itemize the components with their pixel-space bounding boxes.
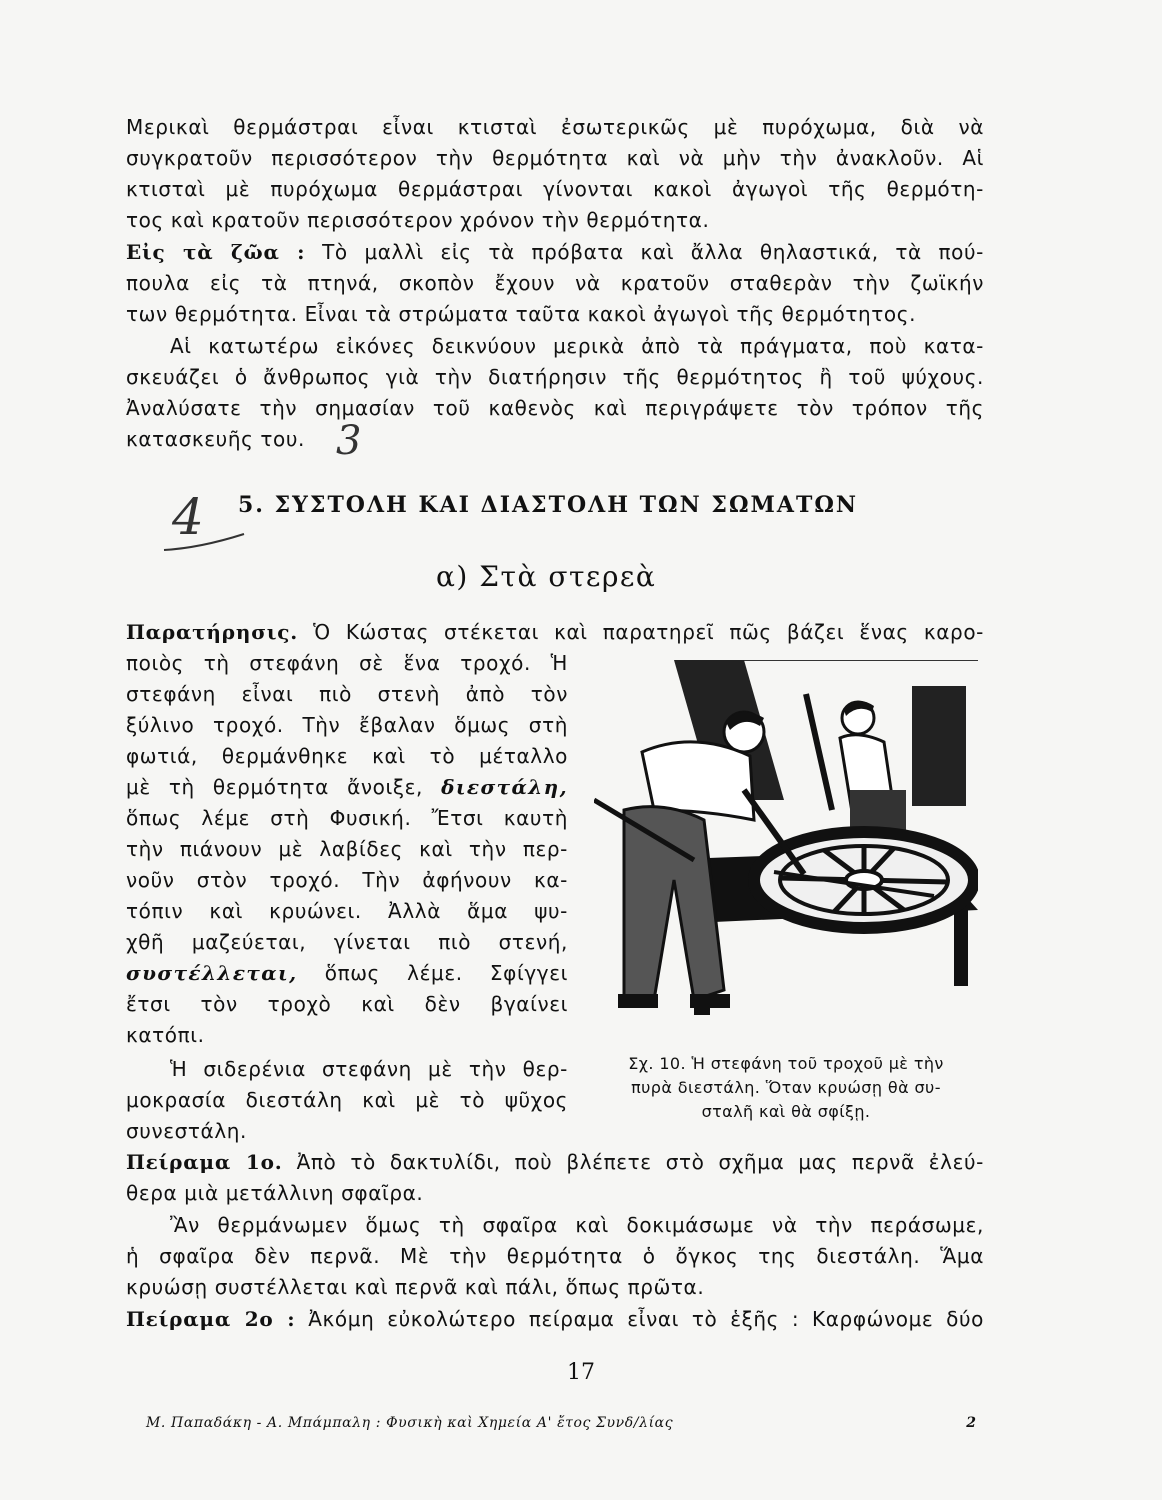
- observation-line-12: [126, 958, 568, 989]
- dilated-lead: μὲ τὴ θερμότητα ἄνοιξε,: [126, 775, 423, 799]
- intro-line-2: συγκρατοῦν περισσότερον τὴν θερμότητα καὶ νὰ μὴν τὴν ἀνακλοῦν. Αἱ: [126, 146, 984, 170]
- intro-line-1: Μερικαὶ θερμάστραι εἶναι κτισταὶ ἐσωτερικῶς μὲ πυρόχωμα, διὰ νὰ: [126, 115, 984, 139]
- observation-line-2: ποιὸς τὴ στεφάνη σὲ ἕνα τροχό. Ἡ: [126, 651, 568, 675]
- observation-line-4: ξύλινο τροχό. Τὴν ἔβαλαν ὅμως στὴ: [126, 713, 568, 737]
- footer-sheet-number: 2: [966, 1415, 976, 1431]
- caption-line-3: σταλῆ καὶ θὰ σφίξῃ.: [701, 1102, 871, 1121]
- observation-line-14: κατόπι.: [126, 1023, 205, 1047]
- observation-line-6: [126, 772, 568, 803]
- conclusion-line-2: μοκρασία διεστάλη καὶ μὲ τὸ ψῦχος: [126, 1088, 568, 1112]
- experiment2-line-1: [126, 1304, 984, 1335]
- observation-line-1: [126, 617, 984, 648]
- experiment1-line-4: ἡ σφαῖρα δὲν περνᾶ. Μὲ τὴν θερμότητα ὁ ὄγκος της διεστάλη. Ἅμα: [126, 1244, 984, 1268]
- figure-caption: [594, 1052, 978, 1124]
- caption-line-1: Σχ. 10. Ἡ στεφάνη τοῦ τροχοῦ μὲ τὴν: [628, 1054, 944, 1073]
- animals-label: Εἰς τὰ ζῶα :: [126, 240, 306, 264]
- worker-trousers: [624, 807, 724, 1000]
- observation-line-13: ἔτσι τὸν τροχὸ καὶ δὲν βγαίνει: [126, 992, 568, 1016]
- intro-line-3: κτισταὶ μὲ πυρόχωμα θερμάστραι γίνονται κακοὶ ἀγωγοὶ τῆς θερμότη-: [126, 177, 984, 201]
- conclusion-line-1: Ἡ σιδερένια στεφάνη μὲ τὴν θερ-: [170, 1057, 568, 1081]
- wheelwright-illustration: [594, 660, 978, 1040]
- experiment1-label: Πείραμα 1ο.: [126, 1150, 283, 1174]
- intro-line-4: τος καὶ κρατοῦν περισσότερον χρόνον τὴν θερμότητα.: [126, 208, 710, 232]
- dilated-term: διεστάλη,: [441, 775, 568, 799]
- contracted-tail: ὅπως λέμε. Σφίγγει: [324, 961, 568, 985]
- experiment1-line-5: κρυώσῃ συστέλλεται καὶ περνᾶ καὶ πάλι, ὅπως πρῶτα.: [126, 1275, 705, 1299]
- helper-pole: [806, 694, 832, 810]
- experiment2-first-line: Ἀκόμη εὐκολώτερο πείραμα εἶναι τὸ ἑξῆς : Καρφώνομε δύο: [308, 1307, 984, 1331]
- handwritten-underline: [160, 528, 250, 558]
- pictures-line-3: Ἀναλύσατε τὴν σημασίαν τοῦ καθενὸς καὶ περιγράψετε τὸν τρόπον τῆς: [126, 396, 984, 420]
- contracted-term: συστέλλεται,: [126, 961, 298, 985]
- animals-line-2: πουλα εἰς τὰ πτηνά, σκοπὸν ἔχουν νὰ κρατοῦν σταθερὰν τὴν ζωϊκήν: [126, 271, 984, 295]
- handwritten-mark-3: 3: [336, 418, 362, 464]
- observation-line-11: χθῆ μαζεύεται, γίνεται πιὸ στενή,: [126, 930, 568, 954]
- animals-text-1: Τὸ μαλλὶ εἰς τὰ πρόβατα καὶ ἄλλα θηλαστικά, τὰ πού-: [322, 240, 984, 264]
- animals-line-3: των θερμότητα. Εἶναι τὰ στρώματα ταῦτα κακοὶ ἀγωγοὶ τῆς θερμότητος.: [126, 302, 917, 326]
- observation-line-10: τόπιν καὶ κρυώνει. Ἀλλὰ ἅμα ψυ-: [126, 899, 568, 923]
- page-number: 17: [567, 1360, 595, 1385]
- experiment2-label: Πείραμα 2ο :: [126, 1307, 296, 1331]
- animals-line-1: [126, 237, 984, 268]
- observation-line-3: στεφάνη εἶναι πιὸ στενὴ ἀπὸ τὸν: [126, 682, 568, 706]
- section-title: 5. ΣΥΣΤΟΛΗ ΚΑΙ ΔΙΑΣΤΟΛΗ ΤΩΝ ΣΩΜΑΤΩΝ: [238, 492, 859, 518]
- observation-line-7: ὅπως λέμε στὴ Φυσική. Ἔτσι καυτὴ: [126, 806, 568, 830]
- subsection-title: α) Στὰ στερεὰ: [436, 560, 657, 593]
- background-panel-right: [912, 686, 966, 806]
- pictures-line-1: Αἱ κατωτέρω εἰκόνες δεικνύουν μερικὰ ἀπὸ τὰ πράγματα, ποὺ κατα-: [170, 334, 984, 358]
- conclusion-line-3: συνεστάλη.: [126, 1119, 247, 1143]
- experiment1-line-1: [126, 1147, 984, 1178]
- footer-credit: Μ. Παπαδάκη - Α. Μπάμπαλη : Φυσικὴ καὶ Χημεία Α' ἔτος Συνδ/λίας: [146, 1415, 674, 1431]
- observation-line-5: φωτιά, θερμάνθηκε καὶ τὸ μέταλλο: [126, 744, 568, 768]
- experiment1-line-3: Ἂν θερμάνωμεν ὅμως τὴ σφαῖρα καὶ δοκιμάσωμε νὰ τὴν περάσωμε,: [170, 1213, 984, 1237]
- pictures-line-4: κατασκευῆς του.: [126, 427, 306, 451]
- observation-label: Παρατήρησις.: [126, 620, 298, 644]
- experiment1-line-2: θερα μιὰ μετάλλινη σφαῖρα.: [126, 1181, 424, 1205]
- observation-line-9: νοῦν στὸν τροχό. Τὴν ἀφήνουν κα-: [126, 868, 568, 892]
- handwritten-mark-4: 4: [172, 488, 204, 546]
- experiment1-first-line: Ἀπὸ τὸ δακτυλίδι, ποὺ βλέπετε στὸ σχῆμα μας περνᾶ ἐλεύ-: [296, 1150, 984, 1174]
- pictures-line-2: σκευάζει ὁ ἄνθρωπος γιὰ τὴν διατήρησιν τῆς θερμότητος ἢ τοῦ ψύχους.: [126, 365, 984, 389]
- observation-line-8: τὴν πιάνουν μὲ λαβίδες καὶ τὴν περ-: [126, 837, 568, 861]
- caption-line-2: πυρὰ διεστάλη. Ὅταν κρυώσῃ θὰ συ-: [631, 1078, 941, 1097]
- observation-first-line: Ὁ Κώστας στέκεται καὶ παρατηρεῖ πῶς βάζει ἕνας καρο-: [313, 620, 984, 644]
